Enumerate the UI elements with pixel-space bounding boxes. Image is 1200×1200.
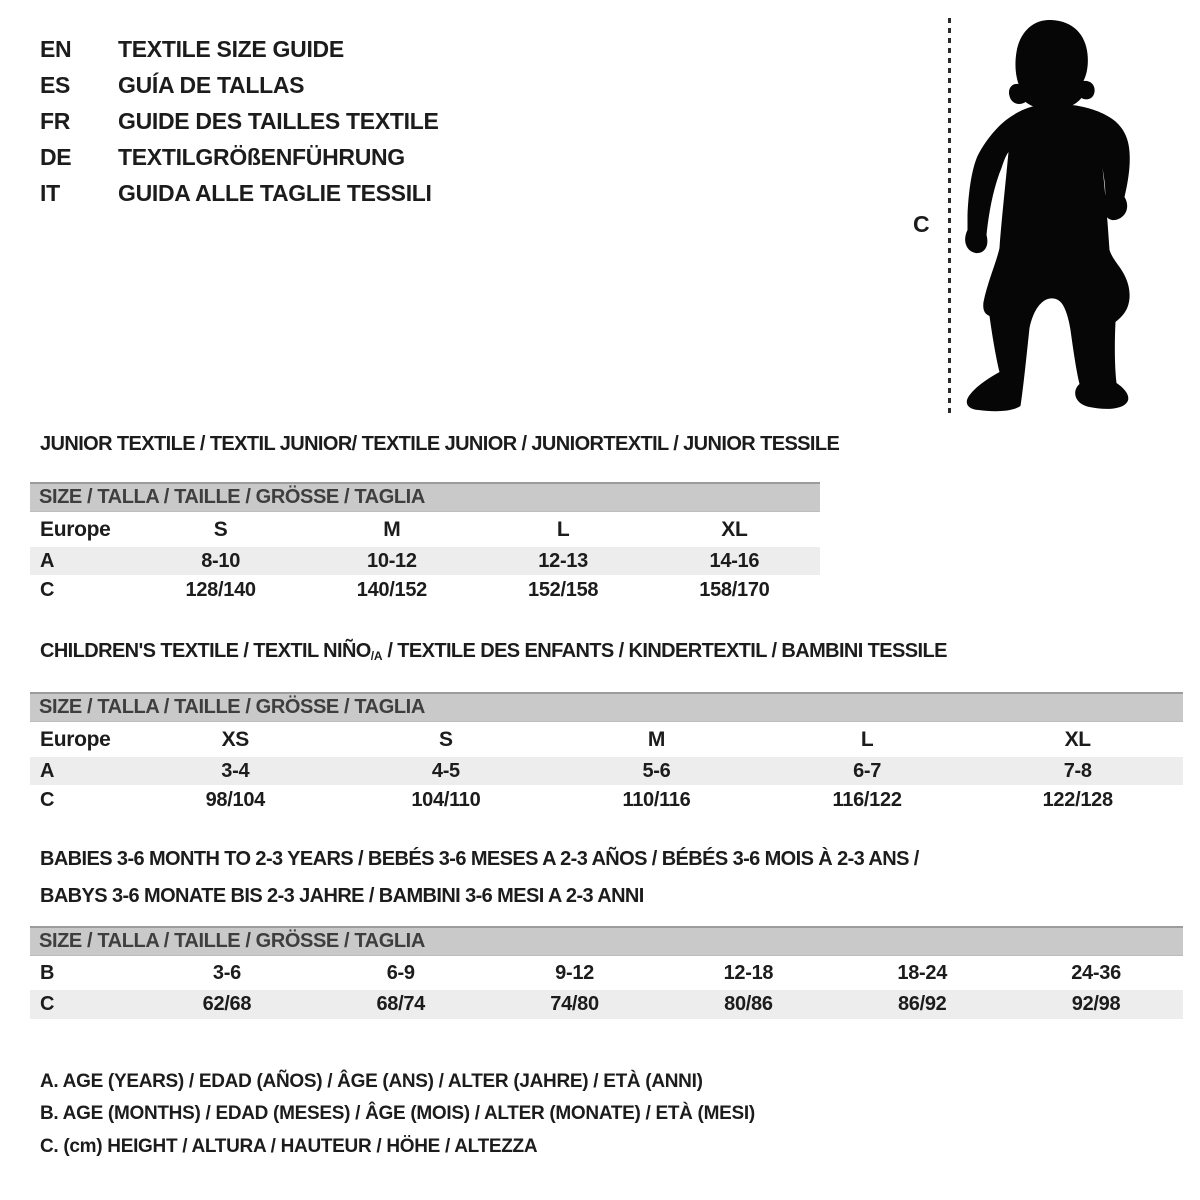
children-size-table — [30, 692, 1183, 815]
babies-size-table — [30, 926, 1183, 1019]
language-row-es — [40, 67, 439, 103]
age-cell: 7-8 — [1063, 760, 1092, 782]
junior-size-table — [30, 482, 820, 605]
height-cell: 62/68 — [202, 993, 252, 1015]
height-cell: 152/158 — [528, 579, 599, 601]
age-cell: 6-7 — [853, 760, 882, 782]
guide-title-es: GUÍA DE TALLAS — [118, 71, 305, 98]
height-cell: 140/152 — [356, 579, 427, 601]
row-label-a: A — [40, 550, 55, 572]
junior-section-title: JUNIOR TEXTILE / TEXTIL JUNIOR/ TEXTILE JUNIOR / JUNIORTEXTIL / JUNIOR TESSILE — [40, 433, 840, 455]
height-cell: 68/74 — [376, 993, 426, 1015]
legend-height-cm: C. (cm) HEIGHT / ALTURA / HAUTEUR / HÖHE / ALTEZZA — [40, 1136, 538, 1157]
language-row-fr — [40, 103, 439, 139]
age-cell: 12-13 — [538, 550, 588, 572]
age-months-cell: 9-12 — [555, 962, 594, 984]
row-label-c: C — [40, 579, 55, 601]
junior-size-row — [30, 512, 820, 547]
height-cell: 116/122 — [832, 789, 902, 811]
toddler-silhouette-icon — [962, 20, 1140, 418]
age-cell: 3-4 — [221, 760, 250, 782]
age-months-cell: 24-36 — [1071, 962, 1121, 984]
junior-age-row — [30, 547, 820, 575]
height-cell: 80/86 — [724, 993, 773, 1015]
age-months-cell: 3-6 — [212, 962, 241, 984]
language-row-it — [40, 175, 439, 211]
language-code: EN — [40, 35, 72, 62]
language-row-en — [40, 31, 439, 67]
size-header-bar: SIZE / TALLA / TAILLE / GRÖSSE / TAGLIA — [30, 692, 1183, 722]
row-label-b: B — [40, 962, 55, 984]
region-label: Europe — [40, 518, 111, 541]
children-height-row — [30, 785, 1183, 815]
age-cell: 5-6 — [642, 760, 671, 782]
age-cell: 4-5 — [431, 760, 460, 782]
babies-age-row — [30, 956, 1183, 990]
size-cell: L — [860, 728, 874, 751]
children-age-row — [30, 757, 1183, 785]
row-label-a: A — [40, 760, 55, 782]
height-measure-dashed-line — [948, 18, 951, 416]
size-header-bar: SIZE / TALLA / TAILLE / GRÖSSE / TAGLIA — [30, 482, 820, 512]
age-cell: 14-16 — [709, 550, 760, 572]
size-cell: S — [439, 728, 453, 751]
babies-section-title-line2: BABYS 3-6 MONATE BIS 2-3 JAHRE / BAMBINI 3-6 MESI A 2-3 ANNI — [40, 885, 644, 907]
height-cell: 98/104 — [205, 789, 265, 811]
language-code: DE — [40, 143, 72, 170]
height-cell: 110/116 — [622, 789, 691, 811]
guide-title-fr: GUIDE DES TAILLES TEXTILE — [118, 107, 439, 134]
language-code: FR — [40, 107, 71, 134]
language-code: IT — [40, 179, 60, 206]
legend-age-years: A. AGE (YEARS) / EDAD (AÑOS) / ÂGE (ANS) / ALTER (JAHRE) / ETÀ (ANNI) — [40, 1071, 703, 1092]
age-months-cell: 18-24 — [897, 962, 948, 984]
language-code: ES — [40, 71, 71, 98]
legend-age-months: B. AGE (MONTHS) / EDAD (MESES) / ÂGE (MOIS) / ALTER (MONATE) / ETÀ (MESI) — [40, 1103, 755, 1124]
children-size-row — [30, 722, 1183, 757]
children-section-title — [40, 640, 947, 663]
height-cell: 128/140 — [185, 579, 256, 601]
height-cell: 92/98 — [1071, 993, 1121, 1015]
size-cell: S — [213, 518, 228, 541]
age-cell: 10-12 — [367, 550, 417, 572]
children-title-sub: /A — [370, 649, 383, 663]
row-label-c: C — [40, 993, 55, 1015]
age-cell: 8-10 — [201, 550, 241, 572]
babies-section-title-line1: BABIES 3-6 MONTH TO 2-3 YEARS / BEBÉS 3-6 MESES A 2-3 AÑOS / BÉBÉS 3-6 MOIS À 2-3 ANS / — [40, 848, 919, 870]
height-cell: 86/92 — [897, 993, 947, 1015]
size-cell: XL — [1064, 728, 1091, 751]
size-cell: M — [647, 728, 666, 751]
junior-height-row — [30, 575, 820, 605]
guide-title-it: GUIDA ALLE TAGLIE TESSILI — [118, 179, 432, 206]
height-cell: 104/110 — [411, 789, 481, 811]
size-cell: L — [556, 518, 570, 541]
guide-title-en: TEXTILE SIZE GUIDE — [118, 35, 344, 62]
size-cell: M — [383, 518, 401, 541]
language-row-de — [40, 139, 439, 175]
size-header-bar: SIZE / TALLA / TAILLE / GRÖSSE / TAGLIA — [30, 926, 1183, 956]
children-title-prefix: CHILDREN'S TEXTILE / TEXTIL NIÑO — [40, 640, 371, 662]
height-cell: 74/80 — [550, 993, 599, 1015]
size-cell: XS — [221, 728, 249, 751]
babies-height-row — [30, 990, 1183, 1019]
age-months-cell: 6-9 — [386, 962, 415, 984]
guide-title-de: TEXTILGRÖßENFÜHRUNG — [118, 143, 405, 170]
height-measure-label: C — [913, 211, 930, 237]
region-label: Europe — [40, 728, 111, 751]
row-label-c: C — [40, 789, 55, 811]
height-cell: 158/170 — [699, 579, 770, 601]
language-title-block — [40, 31, 439, 211]
size-cell: XL — [721, 518, 748, 541]
children-title-suffix: / TEXTILE DES ENFANTS / KINDERTEXTIL / BAMBINI TESSILE — [382, 640, 947, 662]
height-cell: 122/128 — [1042, 789, 1113, 811]
age-months-cell: 12-18 — [723, 962, 774, 984]
